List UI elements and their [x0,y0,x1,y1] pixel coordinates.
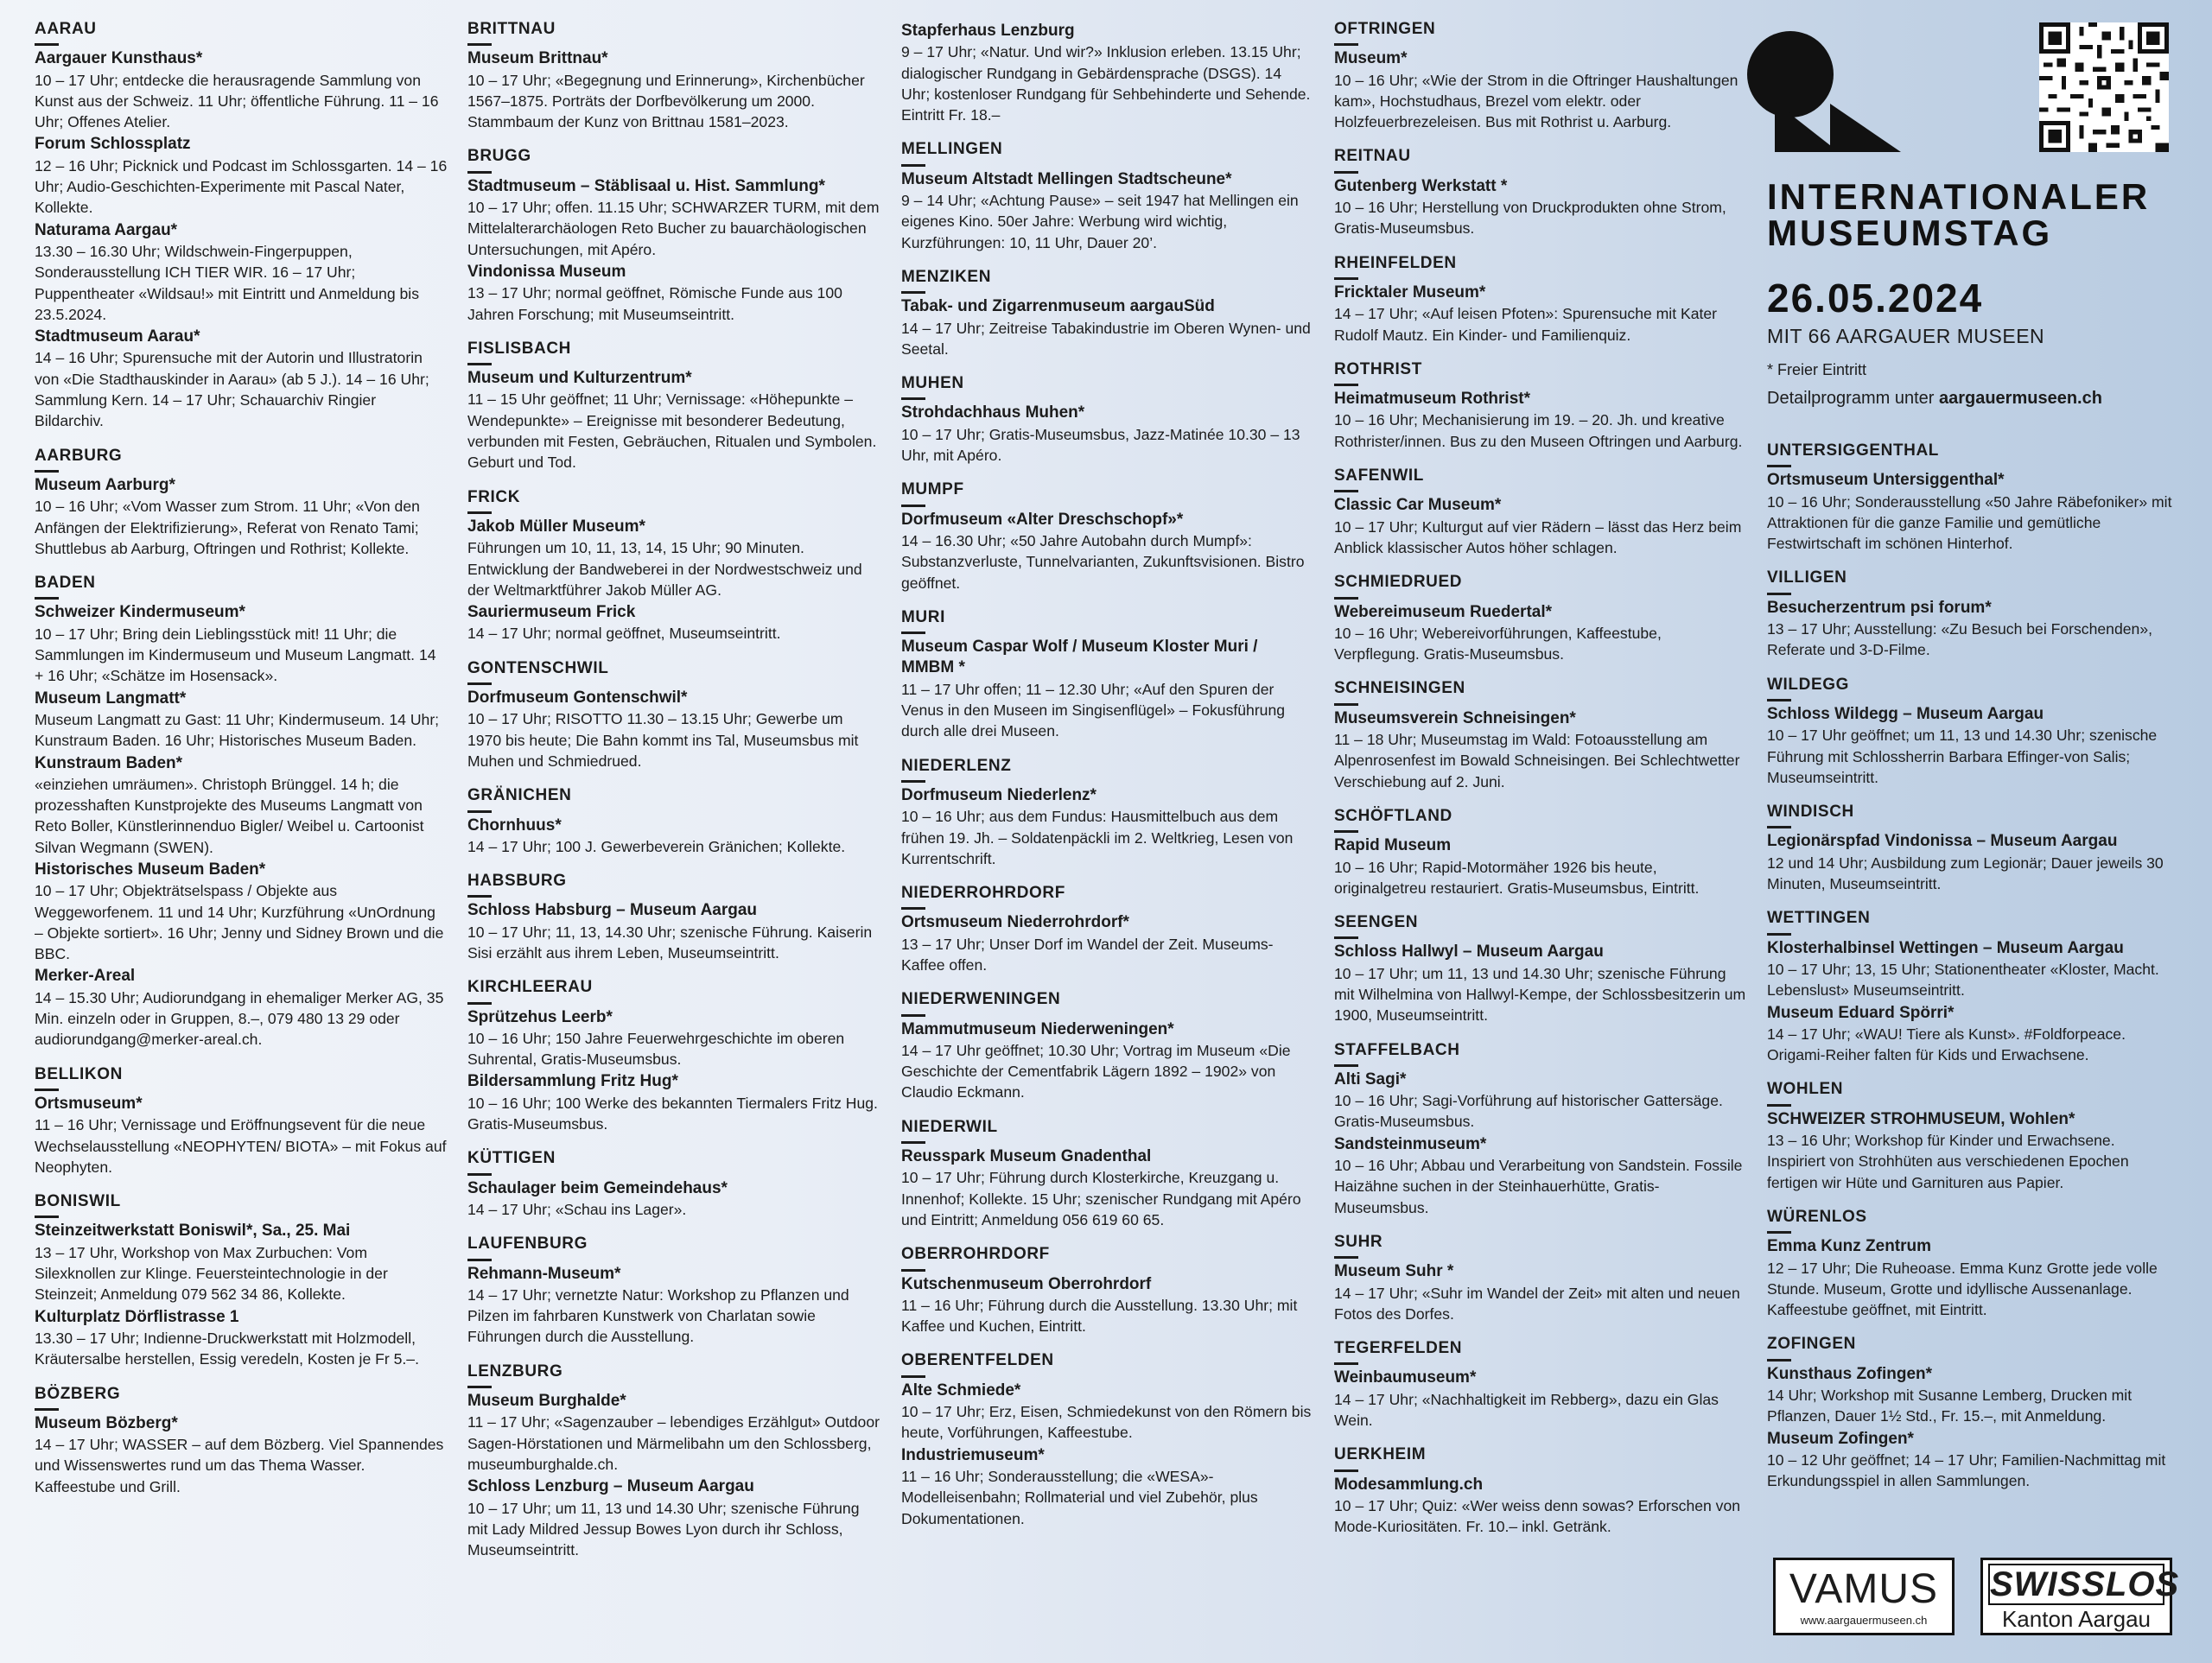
venue-description: 10 – 16 Uhr; Mechanisierung im 19. – 20. Jh. und kreative Rothrister/innen. Bus zu den Museen Oftringen und Aarburg. [1334,411,1743,450]
venue-name: Museum und Kulturzentrum* [467,369,692,388]
venue-description: 10 – 17 Uhr; Gratis-Museumsbus, Jazz-Matinée 10.30 – 13 Uhr, mit Apéro. [901,425,1300,465]
column-5 [1767,441,2173,1491]
town-heading: BRUGG [467,146,880,173]
venue-name: Museum Caspar Wolf / Museum Kloster Muri / MMBM * [901,638,1258,677]
venue-description: 10 – 16 Uhr; 150 Jahre Feuerwehrgeschichte im oberen Suhrental, Gratis-Museumsbus. [467,1029,845,1069]
venue-description: 14 – 17 Uhr; «Auf leisen Pfoten»: Spurensuche mit Kater Rudolf Mautz. Ein Kinder- und Familienquiz. [1334,305,1718,344]
town-heading: SUHR [1334,1232,1747,1259]
venue-name: Museum* [1334,49,1408,68]
venue-name: Museum Zofingen* [1767,1429,1914,1448]
venue-description: 13.30 – 17 Uhr; Indienne-Druckwerkstatt mit Holzmodell, Kräutersalbe herstellen, Essig veredeln, Kosten je Fr 5.–. [35,1329,419,1368]
swisslos-name: SWISSLOS [1990,1565,2180,1603]
venue-description: 10 – 16 Uhr; Herstellung von Druckprodukten ohne Strom, Gratis-Museumsbus. [1334,199,1726,238]
town-heading: VILLIGEN [1767,568,2173,594]
venue-description: 13 – 17 Uhr; Unser Dorf im Wandel der Zeit. Museums-Kaffee offen. [901,935,1274,974]
venue-name: Ortsmuseum Untersiggenthal* [1767,471,2005,490]
venue-description: 10 – 16 Uhr; Abbau und Verarbeitung von Sandstein. Fossile Haizähne suchen in der Steinhauerhütte, Gratis-Museumsbus. [1334,1157,1743,1216]
town-heading: BÖZBERG [35,1384,448,1411]
town-heading: OBERENTFELDEN [901,1350,1314,1377]
venue-description: 11 – 16 Uhr; Sonderausstellung; die «WESA»-Modelleisenbahn; Rollmaterial und viel Zubehör, plus Dokumentationen. [901,1467,1258,1527]
venue-description: 14 – 17 Uhr; Zeitreise Tabakindustrie im Oberen Wynen- und Seetal. [901,319,1311,358]
venue-description: 10 – 17 Uhr; offen. 11.15 Uhr; SCHWARZER TURM, mit dem Mittelalterarchäologen Reto Bucher zu bauarchäologischen Untersuchungen, mit Apéro. [467,199,880,258]
museumstag-logo [1737,24,1918,154]
town-heading: REITNAU [1334,146,1747,173]
swisslos-logo[interactable] [1980,1558,2180,1635]
venue-name: Weinbaumuseum* [1334,1368,1477,1387]
detail-prefix: Detailprogramm unter [1767,389,1939,408]
venue-name: Sprützehus Leerb* [467,1007,613,1026]
venue-name: Schloss Hallwyl – Museum Aargau [1334,943,1604,962]
detail-program [1767,389,2102,409]
column-4 [1334,19,1747,1538]
venue-description: 13 – 17 Uhr, Workshop von Max Zurbuchen: Vom Silexknollen zur Klinge. Feuersteintechnologie in der Steinzeit; Anmeldung 079 562 34 86, Kollekte. [35,1243,388,1304]
venue-description: 10 – 17 Uhr; «Begegnung und Erinnerung», Kirchenbücher 1567–1875. Porträts der Dorfbevölkerung um 2000. Stammbaum der Kunz von Brittnau 1581–2023. [467,71,865,131]
town-heading: SAFENWIL [1334,466,1747,492]
venue-name: Museum Burghalde* [467,1392,626,1411]
venue-description: 14 – 17 Uhr; normal geöffnet, Museumseintritt. [467,625,781,643]
town-heading: UNTERSIGGENTHAL [1767,441,2173,467]
venue-name: Schloss Wildegg – Museum Aargau [1767,704,2044,723]
venue-name: Heimatmuseum Rothrist* [1334,390,1530,409]
venue-description: 14 – 17 Uhr; «Schau ins Lager». [467,1200,687,1218]
venue-description: 10 – 17 Uhr; entdecke die herausragende Sammlung von Kunst aus der Schweiz. 11 Uhr; öffentliche Führung. 11 – 16 Uhr; Offenes Atelier. [35,71,439,131]
venue-name: Museum Bözberg* [35,1413,178,1432]
town-heading: LENZBURG [467,1362,880,1388]
town-heading: BONISWIL [35,1191,448,1218]
town-heading: HABSBURG [467,871,880,898]
town-heading: MUMPF [901,479,1314,506]
venue-description: 10 – 17 Uhr; Objekträtselspass / Objekte aus Weggeworfenem. 11 und 14 Uhr; Kurzführung «UnOrdnung – Objekte sortiert». 16 Uhr; Jenny und Sidney Brown und die BBC. [35,882,444,963]
venue-description: 10 – 17 Uhr; Führung durch Klosterkirche, Kreuzgang u. Innenhof; Kollekte. 15 Uhr; szenischer Rundgang mit Apéro und Eintritt; Anmeldung 056 619 60 65. [901,1169,1301,1228]
venue-description: 10 – 12 Uhr geöffnet; 14 – 17 Uhr; Familien-Nachmittag mit Erkundungsspiel in allen Sammlungen. [1767,1450,2166,1490]
town-heading: GONTENSCHWIL [467,658,880,685]
town-heading: SEENGEN [1334,912,1747,939]
venue-name: Jakob Müller Museum* [467,517,645,536]
venue-name: Sandsteinmuseum* [1334,1134,1487,1153]
venue-name: Kunsthaus Zofingen* [1767,1364,1933,1383]
venue-name: Kutschenmuseum Oberrohrdorf [901,1274,1152,1293]
venue-description: 13.30 – 16.30 Uhr; Wildschwein-Fingerpuppen, Sonderausstellung ICH TIER WIR. 16 – 17 Uhr; Puppentheater «Wildsau!» mit Eintritt und Anmeldung bis 23.5.2024. [35,242,419,323]
town-heading: NIEDERLENZ [901,756,1314,783]
venue-description: 14 – 17 Uhr; 100 J. Gewerbeverein Gränichen; Kollekte. [467,837,846,855]
venue-name: Rapid Museum [1334,836,1452,855]
detail-link[interactable]: aargauermuseen.ch [1938,389,2102,408]
venue-description: 10 – 17 Uhr; 11, 13, 14.30 Uhr; szenische Führung. Kaiserin Sisi erzählt aus ihrem Leben, Museumseintritt. [467,923,873,962]
venue-name: Klosterhalbinsel Wettingen – Museum Aargau [1767,938,2124,957]
venue-description: 14 – 17 Uhr; WASSER – auf dem Bözberg. Viel Spannendes und Wissenswertes rund um das Thema Wasser. Kaffeestube und Grill. [35,1436,444,1495]
event-date: 26.05.2024 [1767,276,1984,321]
venue-description: 9 – 14 Uhr; «Achtung Pause» – seit 1947 hat Mellingen ein eigenes Kino. 50er Jahre: Werbung wird wichtig, Kurzführungen: 10, 11 Uhr, Dauer 20’. [901,192,1299,251]
town-heading: GRÄNICHEN [467,785,880,812]
town-heading: KIRCHLEERAU [467,977,880,1004]
venue-description: 11 – 15 Uhr geöffnet; 11 Uhr; Vernissage: «Höhepunkte – Wendepunkte» – Ereignisse mit besonderer Bedeutung, verbunden mit Festen, Gebräuchen, Ritualen und Symbolen. Geburt und Tod. [467,390,877,472]
venue-name: Kunstraum Baden* [35,753,183,772]
town-heading: SCHMIEDRUED [1334,572,1747,599]
town-heading: WOHLEN [1767,1079,2173,1106]
vamus-url: www.aargauermuseen.ch [1800,1614,1928,1627]
town-heading: FRICK [467,487,880,514]
venue-name: Ortsmuseum* [35,1094,143,1113]
town-heading: OBERROHRDORF [901,1244,1314,1271]
town-heading: STAFFELBACH [1334,1040,1747,1067]
town-heading: MENZIKEN [901,267,1314,294]
venue-description: 14 – 17 Uhr; vernetzte Natur: Workshop zu Pflanzen und Pilzen im fahrbaren Kunstwerk von Charlatan sowie Führungen durch die Ausstellung. [467,1285,849,1346]
event-title [1767,176,2151,253]
venue-name: Bildersammlung Fritz Hug* [467,1072,678,1091]
venue-description: Führungen um 10, 11, 13, 14, 15 Uhr; 90 Minuten. Entwicklung der Bandweberei in der Nordwestschweiz und der Weltmarktführer Jakob Müller AG. [467,539,862,599]
column-2 [467,19,880,1560]
column-1 [35,19,448,1497]
venue-name: Classic Car Museum* [1334,496,1502,515]
venue-name: Museum Brittnau* [467,49,608,68]
venue-description: 10 – 16 Uhr; «Vom Wasser zum Strom. 11 Uhr; «Von den Anfängen der Elektrifizierung», Referat von Renato Tami; Shuttlebus ab Aarburg, Oftringen und Rothrist; Kollekte. [35,498,420,557]
venue-description: 14 – 17 Uhr geöffnet; 10.30 Uhr; Vortrag im Museum «Die Geschichte der Cementfabrik Lägern 1892 – 1902» von Claudio Eckmann. [901,1041,1291,1101]
venue-description: 13 – 16 Uhr; Workshop für Kinder und Erwachsene. Inspiriert von Strohhüten aus verschiedenen Epochen fertigen wir Hüte und Garnituren aus Papier. [1767,1132,2129,1191]
venue-description: 10 – 17 Uhr geöffnet; um 11, 13 und 14.30 Uhr; szenische Führung mit Schlossherrin Barbara Effinger-von Salis; Museumseintritt. [1767,727,2158,786]
venue-description: 14 Uhr; Workshop mit Susanne Lemberg, Drucken mit Pflanzen, Dauer 1½ Std., Fr. 15.–, mit Anmeldung. [1767,1386,2133,1425]
venue-description: 14 – 17 Uhr; «Nachhaltigkeit im Rebberg», dazu ein Glas Wein. [1334,1390,1719,1430]
town-heading: AARBURG [35,446,448,473]
town-heading: NIEDERWENINGEN [901,989,1314,1016]
town-heading: SCHNEISINGEN [1334,678,1747,705]
venue-name: Dorfmuseum Niederlenz* [901,785,1096,804]
venue-name: Legionärspfad Vindonissa – Museum Aargau [1767,832,2118,851]
town-heading: MELLINGEN [901,139,1314,166]
venue-name: Forum Schlossplatz [35,135,191,154]
town-heading: LAUFENBURG [467,1234,880,1260]
town-heading: SCHÖFTLAND [1334,806,1747,833]
venue-description: 11 – 17 Uhr; «Sagenzauber – lebendiges Erzählgut» Outdoor Sagen-Hörstationen und Märmelibahn um den Schlossberg, museumburghalde.ch. [467,1413,880,1473]
swisslos-sub: Kanton Aargau [2001,1606,2152,1632]
venue-name: Schaulager beim Gemeindehaus* [467,1178,728,1197]
venue-name: Museumsverein Schneisingen* [1334,708,1576,727]
venue-description: 11 – 16 Uhr; Führung durch die Ausstellung. 13.30 Uhr; mit Kaffee und Kuchen, Eintritt. [901,1296,1298,1336]
venue-description: 11 – 18 Uhr; Museumstag im Wald: Fotoausstellung am Alpenrosenfest im Bowald Schneisingen. Bei Schlechtwetter Verschiebung auf 2. Juni. [1334,731,1740,790]
town-heading: UERKHEIM [1334,1444,1747,1471]
venue-name: Historisches Museum Baden* [35,860,266,879]
venue-description: 10 – 17 Uhr; 13, 15 Uhr; Stationentheater «Kloster, Macht. Lebenslust» Museumseintritt. [1767,960,2159,1000]
venue-name: Museum Suhr * [1334,1262,1454,1281]
venue-description: 11 – 17 Uhr offen; 11 – 12.30 Uhr; «Auf den Spuren der Venus in den Museen im Singisenflügel» – Fokusführung durch alle drei Museen. [901,680,1286,740]
venue-description: 10 – 17 Uhr; Quiz: «Wer weiss denn sowas? Erforschen von Mode-Kuriositäten. Fr. 10.– inkl. Getränk. [1334,1496,1741,1536]
venue-description: 12 – 16 Uhr; Picknick und Podcast im Schlossgarten. 14 – 16 Uhr; Audio-Geschichten-Experimente mit Pascal Nater, Kollekte. [35,156,448,217]
vamus-logo[interactable] [1773,1558,1955,1635]
venue-name: Modesammlung.ch [1334,1475,1484,1494]
town-heading: AARAU [35,19,448,46]
venue-description: 10 – 16 Uhr; Webereivorführungen, Kaffeestube, Verpflegung. Gratis-Museumsbus. [1334,624,1662,663]
venue-name: Steinzeitwerkstatt Boniswil*, Sa., 25. Mai [35,1222,351,1241]
venue-description: 10 – 16 Uhr; Sonderausstellung «50 Jahre Räbefoniker» mit Attraktionen für die ganze Familie und gemütliche Festwirtschaft im schönen Hinterhof. [1767,492,2172,553]
town-heading: WETTINGEN [1767,908,2173,935]
venue-name: Vindonissa Museum [467,262,626,281]
venue-description: 14 – 17 Uhr; «Suhr im Wandel der Zeit» mit alten und neuen Fotos des Dorfes. [1334,1284,1740,1323]
town-heading: ZOFINGEN [1767,1334,2173,1361]
venue-name: Gutenberg Werkstatt * [1334,176,1508,195]
venue-name: Museum Langmatt* [35,689,187,708]
town-heading: NIEDERROHRDORF [901,883,1314,910]
venue-name: Chornhuus* [467,816,562,835]
column-3 [901,19,1314,1529]
venue-name: Dorfmuseum «Alter Dreschschopf»* [901,510,1184,529]
venue-description: 10 – 17 Uhr; um 11, 13 und 14.30 Uhr; szenische Führung mit Lady Mildred Jessup Bowes Lyon durch ihr Schloss, Museumseintritt. [467,1499,860,1559]
town-heading: MURI [901,607,1314,634]
venue-name: Industriemuseum* [901,1445,1045,1464]
event-title-line1: INTERNATIONALER [1767,176,2151,217]
venue-name: Webereimuseum Ruedertal* [1334,602,1553,621]
town-heading: WÜRENLOS [1767,1207,2173,1234]
venue-name: Tabak- und Zigarrenmuseum aargauSüd [901,297,1215,316]
venue-name: Stadtmuseum Aarau* [35,327,200,346]
venue-name: Museum Eduard Spörri* [1767,1003,1955,1022]
venue-description: 14 – 15.30 Uhr; Audiorundgang in ehemaliger Merker AG, 35 Min. einzeln oder in Gruppen, 8.–, 079 480 13 29 oder audiorundgang@merker-areal.ch. [35,988,444,1049]
venue-description: 12 – 17 Uhr; Die Ruheoase. Emma Kunz Grotte jede volle Stunde. Museum, Grotte und idyllische Aussenanlage. Kaffeestube geöffnet, mit Eintritt. [1767,1259,2158,1319]
venue-name: Stapferhaus Lenzburg [901,22,1075,40]
town-heading: BADEN [35,573,448,600]
venue-description: 13 – 17 Uhr; Ausstellung: «Zu Besuch bei Forschenden», Referate und 3-D-Filme. [1767,620,2152,659]
venue-description: 10 – 17 Uhr; Kulturgut auf vier Rädern – lässt das Herz beim Anblick klassischer Autos höher schlagen. [1334,517,1742,556]
town-heading: OFTRINGEN [1334,19,1747,46]
venue-name: Dorfmuseum Gontenschwil* [467,689,688,708]
town-heading: KÜTTIGEN [467,1148,880,1175]
town-heading: WILDEGG [1767,675,2173,701]
venue-description: 13 – 17 Uhr; normal geöffnet, Römische Funde aus 100 Jahren Forschung; mit Museumseintritt. [467,284,842,323]
venue-description: «einziehen umräumen». Christoph Brünggel. 14 h; die prozesshaften Kunstprojekte des Museums Langmatt von Reto Boller, Künstlerinnenduo Bigler/ Weibel u. Cartoonist Silvan Wegmann (SWEN). [35,775,424,856]
venue-description: 10 – 16 Uhr; 100 Werke des bekannten Tiermalers Fritz Hug. Gratis-Museumsbus. [467,1094,878,1133]
venue-description: 10 – 17 Uhr; RISOTTO 11.30 – 13.15 Uhr; Gewerbe um 1970 bis heute; Die Bahn kommt ins Tal, Museumsbus mit Muhen und Schmiedrued. [467,710,859,770]
venue-description: 10 – 17 Uhr; um 11, 13 und 14.30 Uhr; szenische Führung mit Wilhelmina von Hallwyl-Kempe, der Schlossbesitzerin um 1900, Museumseintritt. [1334,964,1746,1025]
venue-description: 14 – 17 Uhr; «WAU! Tiere als Kunst». #Foldforpeace. Origami-Reiher falten für Kids und Erwachsene. [1767,1025,2126,1064]
event-title-line2: MUSEUMSTAG [1767,213,2053,253]
venue-name: Alte Schmiede* [901,1381,1021,1400]
venue-name: Aargauer Kunsthaus* [35,49,203,68]
vamus-name: VAMUS [1789,1566,1939,1612]
venue-name: Fricktaler Museum* [1334,282,1486,301]
town-heading: RHEINFELDEN [1334,253,1747,280]
venue-description: 12 und 14 Uhr; Ausbildung zum Legionär; Dauer jeweils 30 Minuten, Museumseintritt. [1767,854,2164,893]
town-heading: FISLISBACH [467,339,880,365]
event-subtitle: MIT 66 AARGAUER MUSEEN [1767,325,2045,347]
venue-description: 10 – 16 Uhr; Sagi-Vorführung auf historischer Gattersäge. Gratis-Museumsbus. [1334,1092,1723,1131]
venue-description: 9 – 17 Uhr; «Natur. Und wir?» Inklusion erleben. 13.15 Uhr; dialogischer Rundgang in Gebärdensprache (DSGS). 14 Uhr; kostenloser Rundgang für Sehbehinderte und Sehende. Eintritt Fr. 18.– [901,43,1311,124]
venue-name: Rehmann-Museum* [467,1264,621,1283]
town-heading: WINDISCH [1767,802,2173,828]
venue-name: Kulturplatz Dörflistrasse 1 [35,1307,239,1326]
venue-name: Besucherzentrum psi forum* [1767,598,1992,617]
venue-name: Sauriermuseum Frick [467,603,636,622]
venue-name: Schloss Habsburg – Museum Aargau [467,901,758,920]
town-heading: BRITTNAU [467,19,880,46]
venue-name: Stadtmuseum – Stäblisaal u. Hist. Sammlung* [467,176,825,195]
venue-name: Merker-Areal [35,967,136,986]
venue-name: Museum Aarburg* [35,475,175,494]
venue-name: Ortsmuseum Niederrohrdorf* [901,913,1129,932]
venue-name: Emma Kunz Zentrum [1767,1237,1932,1256]
venue-name: Schweizer Kindermuseum* [35,603,245,622]
town-heading: BELLIKON [35,1064,448,1091]
venue-name: Naturama Aargau* [35,220,178,239]
venue-name: Alti Sagi* [1334,1070,1407,1089]
venue-description: Museum Langmatt zu Gast: 11 Uhr; Kindermuseum. 14 Uhr; Kunstraum Baden. 16 Uhr; Historisches Museum Baden. [35,710,440,750]
venue-description: 10 – 17 Uhr; Bring dein Lieblingsstück mit! 11 Uhr; die Sammlungen im Kindermuseum und Museum Langmatt. 14 + 16 Uhr; «Schätze im Hosensack». [35,625,436,685]
venue-description: 14 – 16.30 Uhr; «50 Jahre Autobahn durch Mumpf»: Substanzverluste, Tunnelvarianten, Zukunftsvisionen. Bistro geöffnet. [901,531,1305,592]
qr-code-icon[interactable] [2039,22,2169,152]
town-heading: TEGERFELDEN [1334,1338,1747,1365]
venue-description: 10 – 16 Uhr; Rapid-Motormäher 1926 bis heute, originalgetreu restauriert. Gratis-Museumsbus, Eintritt. [1334,858,1700,897]
venue-name: Museum Altstadt Mellingen Stadtscheune* [901,169,1232,188]
venue-description: 10 – 16 Uhr; aus dem Fundus: Hausmittelbuch aus dem frühen 19. Jh. – Soldatenpäckli im 2. Weltkrieg, Lesen von Kurrentschrift. [901,808,1294,867]
venue-name: Reusspark Museum Gnadenthal [901,1147,1152,1166]
venue-description: 10 – 16 Uhr; «Wie der Strom in die Oftringer Haushaltungen kam», Hochstudhaus, Brezel vom elektr. oder Holzfeuerbrezeleisen. Bus mit Rothrist u. Aarburg. [1334,71,1738,131]
venue-description: 14 – 16 Uhr; Spurensuche mit der Autorin und Illustratorin von «Die Stadthauskinder in Aarau» (ab 5 J.). 14 – 16 Uhr; Sammlung Kern. 14 – 17 Uhr; Schauarchiv Ringier Bildarchiv. [35,349,429,430]
venue-description: 10 – 17 Uhr; Erz, Eisen, Schmiedekunst von den Römern bis heute, Vorführungen, Kaffeestube. [901,1403,1312,1442]
venue-name: Mammutmuseum Niederweningen* [901,1019,1174,1038]
town-heading: ROTHRIST [1334,359,1747,386]
free-entry-note: * Freier Eintritt [1767,361,1867,378]
venue-name: SCHWEIZER STROHMUSEUM, Wohlen* [1767,1109,2075,1128]
venue-name: Schloss Lenzburg – Museum Aargau [467,1477,754,1496]
town-heading: NIEDERWIL [901,1117,1314,1144]
venue-description: 11 – 16 Uhr; Vernissage und Eröffnungsevent für die neue Wechselausstellung «NEOPHYTEN/ BIOTA» – mit Fokus auf Neophyten. [35,1116,447,1176]
town-heading: MUHEN [901,373,1314,400]
venue-name: Strohdachhaus Muhen* [901,403,1085,422]
